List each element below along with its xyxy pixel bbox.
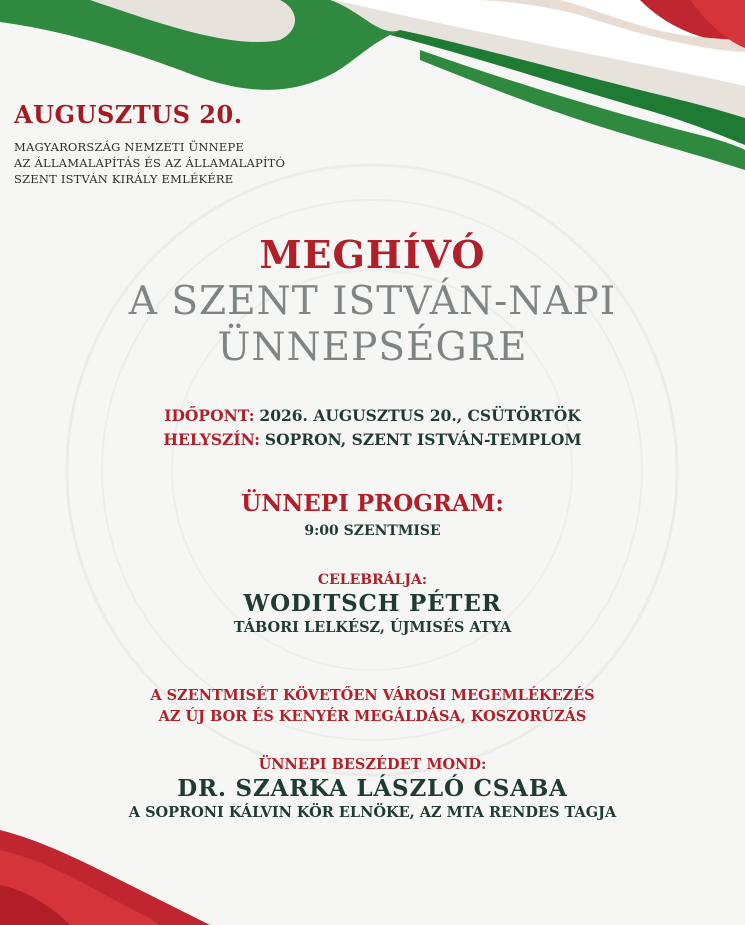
- time-value: 2026. AUGUSZTUS 20., CSÜTÖRTÖK: [259, 406, 581, 425]
- header-line-1: MAGYARORSZÁG NEMZETI ÜNNEPE: [14, 140, 245, 154]
- celebrant-block: [0, 572, 745, 636]
- header-date: AUGUSZTUS 20.: [14, 100, 243, 129]
- title-block: [0, 232, 745, 371]
- time-label: IDŐPONT:: [164, 406, 255, 425]
- celebrant-label: CELEBRÁLJA:: [317, 572, 428, 588]
- header-block: [14, 100, 285, 187]
- program-title: ÜNNEPI PROGRAM:: [241, 490, 504, 517]
- header-line-2: AZ ÁLLAMALAPÍTÁS ÉS AZ ÁLLAMALAPÍTÓ: [14, 156, 286, 170]
- title-line-2: A SZENT ISTVÁN-NAPI: [128, 279, 617, 324]
- place-label: HELYSZÍN:: [163, 430, 260, 449]
- program-block: [0, 490, 745, 539]
- title-invitation: MEGHÍVÓ: [259, 232, 486, 277]
- speaker-role: A SOPRONI KÁLVIN KÖR ELNÖKE, AZ MTA RENDES TAGJA: [128, 804, 617, 821]
- program-item: 9:00 SZENTMISE: [304, 523, 441, 539]
- details-block: [0, 404, 745, 452]
- place-value: SOPRON, SZENT ISTVÁN-TEMPLOM: [264, 430, 582, 449]
- followup-line-2: AZ ÚJ BOR ÉS KENYÉR MEGÁLDÁSA, KOSZORÚZÁS: [158, 708, 587, 725]
- followup-line-1: A SZENTMISÉT KÖVETŐEN VÁROSI MEGEMLÉKEZÉS: [150, 687, 595, 704]
- speech-block: [0, 756, 745, 821]
- time-row: [0, 404, 745, 428]
- celebrant-role: TÁBORI LELKÉSZ, ÚJMISÉS ATYA: [233, 619, 512, 636]
- header-line-3: SZENT ISTVÁN KIRÁLY EMLÉKÉRE: [14, 172, 234, 186]
- followup-block: [0, 685, 745, 727]
- speaker-name: DR. SZARKA LÁSZLÓ CSABA: [177, 775, 568, 802]
- celebrant-name: WODITSCH PÉTER: [243, 590, 502, 617]
- place-row: [0, 428, 745, 452]
- title-line-3: ÜNNEPSÉGRE: [217, 325, 528, 370]
- speech-label: ÜNNEPI BESZÉDET MOND:: [258, 756, 487, 773]
